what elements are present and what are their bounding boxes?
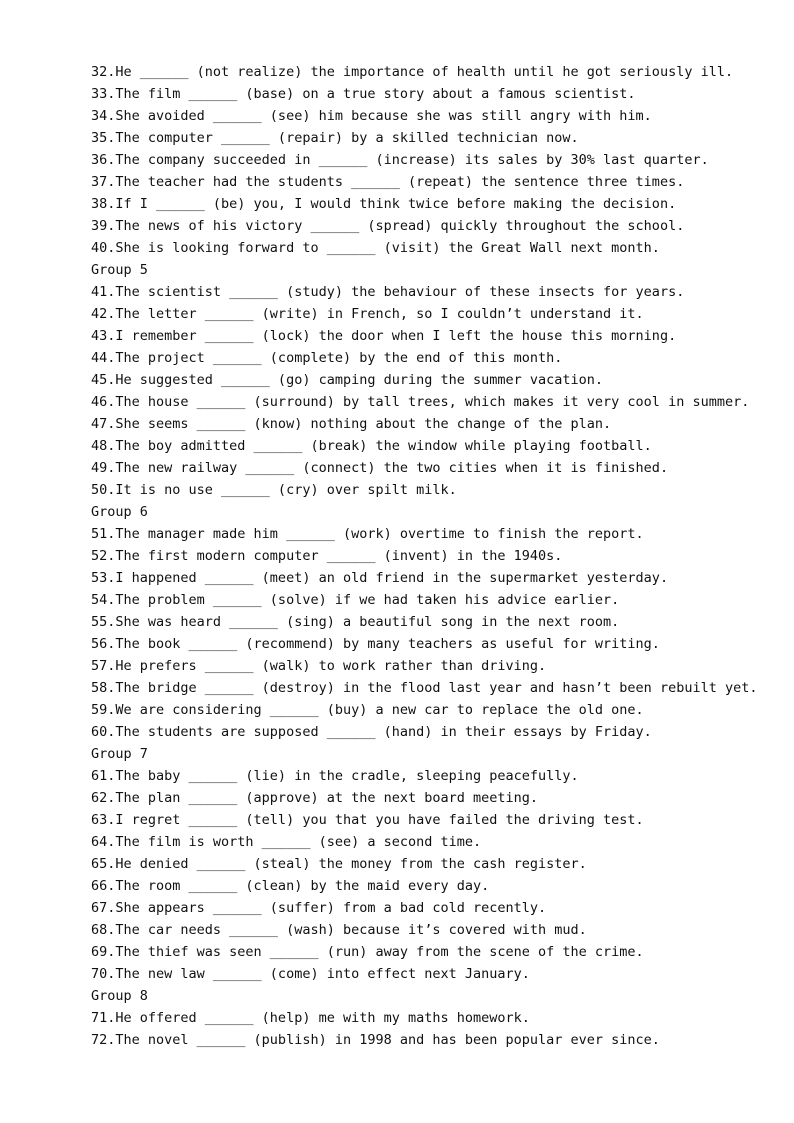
exercise-item: 39.The news of his victory ______ (spread) quickly throughout the school.: [91, 218, 685, 234]
exercise-item: 58.The bridge ______ (destroy) in the flood last year and hasn’t been rebuilt yet.: [91, 680, 758, 696]
group-heading: Group 7: [91, 746, 148, 762]
exercise-item: 53.I happened ______ (meet) an old friend in the supermarket yesterday.: [91, 570, 669, 586]
exercise-item: 40.She is looking forward to ______ (visit) the Great Wall next month.: [91, 240, 660, 256]
exercise-item: 33.The film ______ (base) on a true story about a famous scientist.: [91, 86, 636, 102]
exercise-item: 72.The novel ______ (publish) in 1998 and has been popular ever since.: [91, 1032, 660, 1048]
exercise-item: 35.The computer ______ (repair) by a skilled technician now.: [91, 130, 579, 146]
exercise-item: 55.She was heard ______ (sing) a beautiful song in the next room.: [91, 614, 620, 630]
exercise-item: 71.He offered ______ (help) me with my maths homework.: [91, 1010, 530, 1026]
exercise-item: 34.She avoided ______ (see) him because she was still angry with him.: [91, 108, 652, 124]
exercise-list: [91, 61, 781, 1051]
exercise-item: 65.He denied ______ (steal) the money from the cash register.: [91, 856, 587, 872]
exercise-item: 46.The house ______ (surround) by tall trees, which makes it very cool in summer.: [91, 394, 750, 410]
exercise-item: 43.I remember ______ (lock) the door when I left the house this morning.: [91, 328, 677, 344]
exercise-item: 66.The room ______ (clean) by the maid every day.: [91, 878, 490, 894]
exercise-item: 42.The letter ______ (write) in French, so I couldn’t understand it.: [91, 306, 644, 322]
exercise-item: 32.He ______ (not realize) the importance of health until he got seriously ill.: [91, 64, 734, 80]
exercise-item: 60.The students are supposed ______ (hand) in their essays by Friday.: [91, 724, 652, 740]
group-heading: Group 6: [91, 504, 148, 520]
exercise-item: 47.She seems ______ (know) nothing about the change of the plan.: [91, 416, 612, 432]
exercise-item: 44.The project ______ (complete) by the end of this month.: [91, 350, 563, 366]
exercise-item: 68.The car needs ______ (wash) because it’s covered with mud.: [91, 922, 587, 938]
exercise-item: 67.She appears ______ (suffer) from a bad cold recently.: [91, 900, 547, 916]
group-heading: Group 5: [91, 262, 148, 278]
exercise-item: 69.The thief was seen ______ (run) away from the scene of the crime.: [91, 944, 644, 960]
exercise-item: 38.If I ______ (be) you, I would think twice before making the decision.: [91, 196, 677, 212]
exercise-item: 52.The first modern computer ______ (invent) in the 1940s.: [91, 548, 563, 564]
exercise-item: 64.The film is worth ______ (see) a second time.: [91, 834, 482, 850]
exercise-item: 63.I regret ______ (tell) you that you have failed the driving test.: [91, 812, 644, 828]
group-heading: Group 8: [91, 988, 148, 1004]
exercise-item: 50.It is no use ______ (cry) over spilt milk.: [91, 482, 457, 498]
exercise-item: 59.We are considering ______ (buy) a new car to replace the old one.: [91, 702, 644, 718]
exercise-item: 51.The manager made him ______ (work) overtime to finish the report.: [91, 526, 644, 542]
exercise-item: 54.The problem ______ (solve) if we had taken his advice earlier.: [91, 592, 620, 608]
exercise-item: 70.The new law ______ (come) into effect next January.: [91, 966, 530, 982]
exercise-item: 41.The scientist ______ (study) the behaviour of these insects for years.: [91, 284, 685, 300]
exercise-item: 37.The teacher had the students ______ (repeat) the sentence three times.: [91, 174, 685, 190]
exercise-item: 56.The book ______ (recommend) by many teachers as useful for writing.: [91, 636, 660, 652]
exercise-item: 62.The plan ______ (approve) at the next board meeting.: [91, 790, 539, 806]
exercise-item: 36.The company succeeded in ______ (increase) its sales by 30% last quarter.: [91, 152, 709, 168]
exercise-item: 61.The baby ______ (lie) in the cradle, sleeping peacefully.: [91, 768, 579, 784]
exercise-item: 57.He prefers ______ (walk) to work rather than driving.: [91, 658, 547, 674]
exercise-item: 49.The new railway ______ (connect) the two cities when it is finished.: [91, 460, 669, 476]
exercise-item: 45.He suggested ______ (go) camping during the summer vacation.: [91, 372, 604, 388]
exercise-item: 48.The boy admitted ______ (break) the window while playing football.: [91, 438, 652, 454]
